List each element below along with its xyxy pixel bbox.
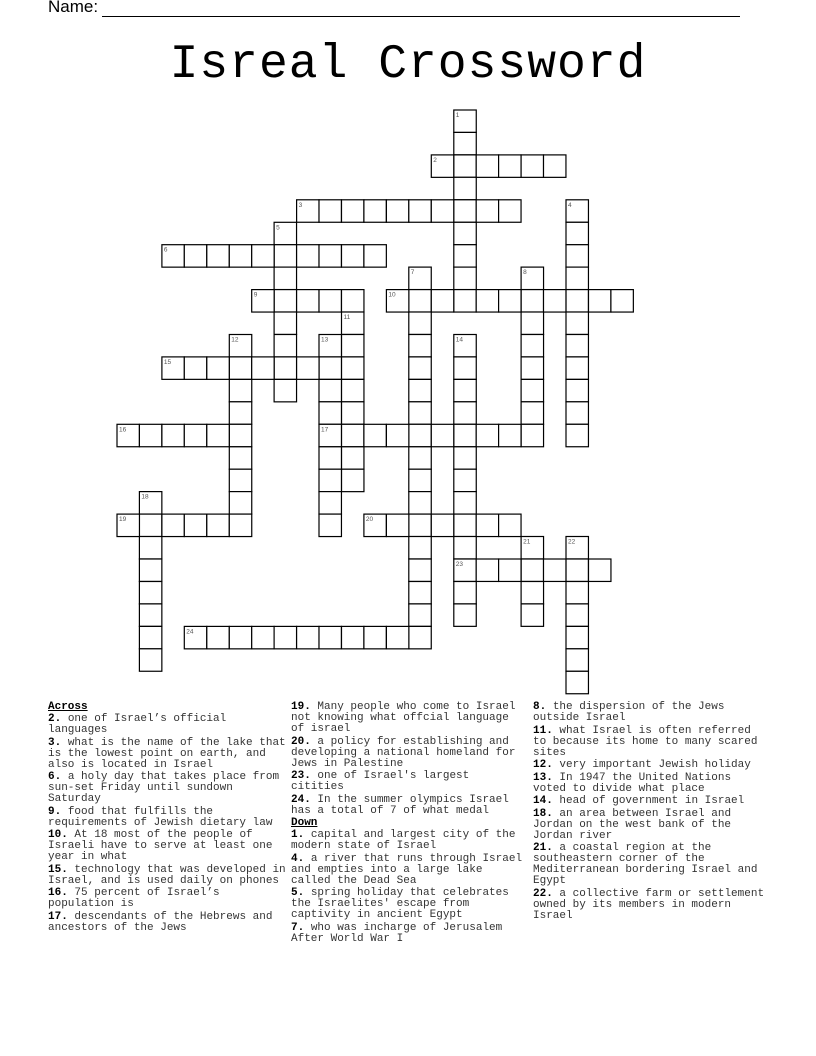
grid-cell[interactable] — [521, 604, 543, 626]
grid-cell[interactable] — [454, 267, 476, 289]
grid-cell[interactable] — [319, 402, 341, 424]
grid-cell[interactable] — [342, 626, 364, 648]
grid-cell[interactable] — [566, 357, 588, 379]
grid-cell[interactable] — [409, 335, 431, 357]
cell-number: 12 — [231, 336, 239, 344]
grid-cell[interactable] — [454, 447, 476, 469]
grid-cell[interactable] — [589, 559, 611, 581]
clue-down-14: 14. head of government in Israel — [533, 795, 745, 807]
grid-cell[interactable] — [319, 626, 341, 648]
grid-cell[interactable] — [566, 671, 588, 693]
clue-across-9: 9. food that fulfills the requirements of Jewish dietary law — [48, 805, 273, 829]
grid-cell[interactable] — [386, 424, 408, 446]
grid-cell[interactable] — [342, 200, 364, 222]
grid-cell[interactable] — [566, 559, 588, 581]
grid-cell[interactable] — [454, 492, 476, 514]
grid-cell[interactable] — [544, 290, 566, 312]
grid-cell[interactable] — [229, 424, 251, 446]
grid-cell[interactable] — [499, 514, 521, 536]
grid-cell[interactable] — [454, 537, 476, 559]
grid-cell[interactable] — [364, 626, 386, 648]
grid-cell[interactable] — [454, 604, 476, 626]
grid-cell[interactable] — [297, 290, 319, 312]
grid-cell[interactable] — [431, 424, 453, 446]
grid-cell[interactable] — [566, 267, 588, 289]
grid-cell[interactable] — [409, 290, 431, 312]
grid-cell[interactable] — [139, 604, 161, 626]
grid-cell[interactable] — [499, 290, 521, 312]
cell-number: 2 — [433, 156, 437, 164]
grid-cell[interactable] — [229, 469, 251, 491]
grid-cell[interactable] — [386, 626, 408, 648]
cell-number: 14 — [455, 336, 464, 344]
grid-cell[interactable] — [409, 424, 431, 446]
grid-cell[interactable] — [319, 245, 341, 267]
grid-cell[interactable] — [386, 200, 408, 222]
clue-down-1: 1. capital and largest city of the modern state of Israel — [291, 829, 516, 852]
grid-cell[interactable] — [521, 312, 543, 334]
grid-cell[interactable] — [342, 290, 364, 312]
grid-cell[interactable] — [139, 559, 161, 581]
grid-cell[interactable] — [139, 514, 161, 536]
clues-column-2 — [291, 702, 527, 946]
grid-cell[interactable] — [274, 245, 296, 267]
grid-cell[interactable] — [431, 290, 453, 312]
grid-cell[interactable] — [207, 245, 229, 267]
grid-cell[interactable] — [342, 245, 364, 267]
grid-cell[interactable] — [274, 312, 296, 334]
grid-cell[interactable] — [274, 290, 296, 312]
grid-cell[interactable] — [162, 514, 184, 536]
grid-cell[interactable] — [521, 559, 543, 581]
grid-cell[interactable] — [476, 424, 498, 446]
grid-cell[interactable] — [319, 379, 341, 401]
grid-cell[interactable] — [207, 357, 229, 379]
grid-cell[interactable] — [566, 582, 588, 604]
down-heading: Down — [291, 817, 318, 829]
clues-column-3 — [533, 702, 769, 923]
clue-down-4: 4. a river that runs through Israel and empties into a large lake called the Dead Sea — [291, 852, 523, 887]
cell-number: 7 — [410, 269, 415, 277]
grid-cell[interactable] — [184, 357, 206, 379]
grid-cell[interactable] — [544, 155, 566, 177]
grid-cell[interactable] — [386, 514, 408, 536]
grid-cell[interactable] — [454, 582, 476, 604]
clue-across-19: 19. Many people who come to Israel not knowing what offcial language of israel — [291, 701, 516, 735]
clues-column-1 — [48, 702, 286, 935]
grid-cell[interactable] — [566, 379, 588, 401]
grid-cell[interactable] — [476, 155, 498, 177]
grid-cell[interactable] — [252, 357, 274, 379]
cell-number: 17 — [321, 426, 329, 434]
grid-cell[interactable] — [342, 469, 364, 491]
cell-number: 22 — [568, 538, 576, 546]
grid-cell[interactable] — [297, 245, 319, 267]
grid-cell[interactable] — [499, 200, 521, 222]
grid-cell[interactable] — [544, 559, 566, 581]
grid-cell[interactable] — [409, 447, 431, 469]
clue-across-15: 15. technology that was developed in Israel, and is used daily on phones — [48, 863, 286, 887]
cell-number: 8 — [523, 269, 527, 277]
grid-cell[interactable] — [409, 626, 431, 648]
clue-across-16: 16. 75 percent of Israel’s population is — [48, 887, 220, 910]
grid-cell[interactable] — [207, 514, 229, 536]
grid-cell[interactable] — [274, 357, 296, 379]
grid-cell[interactable] — [476, 559, 498, 581]
grid-cell[interactable] — [521, 357, 543, 379]
grid-cell[interactable] — [409, 312, 431, 334]
cell-number: 20 — [365, 516, 374, 524]
clue-across-17: 17. descendants of the Hebrews and ancestors of the Jews — [48, 910, 273, 934]
grid-cell[interactable] — [319, 447, 341, 469]
grid-cell[interactable] — [521, 424, 543, 446]
cell-number: 15 — [163, 358, 172, 366]
cell-number: 24 — [186, 628, 194, 636]
clue-across-23: 23. one of Israel's largest citities — [291, 770, 470, 793]
grid-cell[interactable] — [476, 514, 498, 536]
clue-down-7: 7. who was incharge of Jerusalem After World War I — [291, 921, 503, 945]
cell-number: 3 — [298, 201, 303, 209]
clue-across-20: 20. a policy for establishing and developing a national homeland for Jews in Palestine — [291, 735, 516, 770]
grid-cell[interactable] — [409, 357, 431, 379]
grid-cell[interactable] — [589, 290, 611, 312]
grid-cell[interactable] — [409, 514, 431, 536]
grid-cell[interactable] — [229, 379, 251, 401]
grid-cell[interactable] — [319, 492, 341, 514]
grid-cell[interactable] — [566, 604, 588, 626]
grid-cell[interactable] — [139, 626, 161, 648]
grid-cell[interactable] — [139, 424, 161, 446]
clue-down-22: 22. a collective farm or settlement owned by its members in modern Israel — [533, 887, 765, 922]
grid-cell[interactable] — [229, 402, 251, 424]
grid-cell[interactable] — [274, 626, 296, 648]
clue-across-10: 10. At 18 most of the people of Israeli have to serve at least one year in what — [48, 829, 273, 863]
grid-cell[interactable] — [521, 582, 543, 604]
grid-cell[interactable] — [566, 290, 588, 312]
cell-number: 1 — [455, 112, 460, 119]
grid-cell[interactable] — [342, 424, 364, 446]
cell-number: 9 — [253, 291, 258, 299]
grid-cell[interactable] — [139, 649, 161, 671]
grid-cell[interactable] — [409, 537, 431, 559]
grid-cell[interactable] — [342, 402, 364, 424]
cell-number: 13 — [321, 336, 329, 344]
cell-number: 11 — [343, 314, 351, 321]
grid-cell[interactable] — [342, 335, 364, 357]
clue-down-8: 8. the dispersion of the Jews outside Israel — [533, 701, 725, 724]
grid-cell[interactable] — [521, 155, 543, 177]
grid-cell[interactable] — [139, 537, 161, 559]
grid-cell[interactable] — [229, 447, 251, 469]
grid-cell[interactable] — [409, 559, 431, 581]
grid-cell[interactable] — [319, 357, 341, 379]
cell-number: 18 — [141, 493, 149, 501]
cell-number: 23 — [455, 561, 464, 568]
grid-cell[interactable] — [454, 200, 476, 222]
clue-down-21: 21. a coastal region at the southeastern corner of the Mediterranean bordering Israel and Egypt — [533, 842, 758, 887]
cell-number: 21 — [523, 538, 531, 546]
clue-across-6: 6. a holy day that takes place from sun-set Friday until sundown Saturday — [48, 771, 280, 805]
cell-number: 19 — [119, 516, 127, 524]
grid-cell[interactable] — [162, 424, 184, 446]
grid-cell[interactable] — [431, 514, 453, 536]
grid-cell[interactable] — [566, 245, 588, 267]
grid-cell[interactable] — [274, 335, 296, 357]
grid-cell[interactable] — [454, 379, 476, 401]
grid-cell[interactable] — [454, 290, 476, 312]
grid-cell[interactable] — [454, 357, 476, 379]
grid-cell[interactable] — [319, 469, 341, 491]
grid-cell[interactable] — [521, 402, 543, 424]
grid-cell[interactable] — [409, 604, 431, 626]
grid-cell[interactable] — [342, 447, 364, 469]
grid-cell[interactable] — [297, 357, 319, 379]
grid-cell[interactable] — [454, 155, 476, 177]
cell-number: 16 — [119, 426, 127, 434]
cell-number: 5 — [276, 224, 280, 232]
clue-down-12: 12. very important Jewish holiday — [533, 759, 751, 771]
cell-number: 6 — [163, 246, 168, 254]
grid-cell[interactable] — [409, 379, 431, 401]
grid-cell[interactable] — [454, 469, 476, 491]
grid-cell[interactable] — [319, 514, 341, 536]
grid-cell[interactable] — [521, 379, 543, 401]
name-label: Name: — [48, 0, 99, 16]
grid-cell[interactable] — [364, 200, 386, 222]
grid-cell[interactable] — [521, 335, 543, 357]
grid-cell[interactable] — [566, 222, 588, 244]
page-title: Isreal Crossword — [169, 38, 647, 92]
grid-cell[interactable] — [611, 290, 633, 312]
grid-cell[interactable] — [252, 626, 274, 648]
grid-cell[interactable] — [454, 222, 476, 244]
grid-cell[interactable] — [229, 245, 251, 267]
clue-down-13: 13. In 1947 the United Nations voted to divide what place — [533, 771, 732, 795]
grid-cell[interactable] — [229, 626, 251, 648]
grid-cell[interactable] — [229, 492, 251, 514]
grid-cell[interactable] — [364, 424, 386, 446]
grid-cell[interactable] — [364, 245, 386, 267]
grid-cell[interactable] — [521, 290, 543, 312]
cell-number: 10 — [388, 291, 396, 299]
grid-cell[interactable] — [409, 200, 431, 222]
grid-cell[interactable] — [409, 469, 431, 491]
grid-cell[interactable] — [297, 626, 319, 648]
grid-cell[interactable] — [566, 626, 588, 648]
grid-cell[interactable] — [139, 582, 161, 604]
clue-down-11: 11. what Israel is often referred to because its home to many scared sites — [533, 724, 758, 759]
grid-cell[interactable] — [229, 514, 251, 536]
grid-cell[interactable] — [229, 357, 251, 379]
grid-cell[interactable] — [499, 559, 521, 581]
cell-number: 4 — [568, 201, 572, 209]
grid-cell[interactable] — [342, 379, 364, 401]
grid-cell[interactable] — [184, 245, 206, 267]
grid-cell[interactable] — [566, 335, 588, 357]
grid-cell[interactable] — [409, 402, 431, 424]
grid-cell[interactable] — [207, 626, 229, 648]
grid-cell[interactable] — [274, 379, 296, 401]
grid-cell[interactable] — [184, 514, 206, 536]
clue-across-2: 2. one of Israel’s official languages — [48, 713, 227, 736]
grid-cell[interactable] — [566, 649, 588, 671]
grid-cell[interactable] — [454, 424, 476, 446]
grid-cell[interactable] — [252, 245, 274, 267]
grid-cell[interactable] — [274, 267, 296, 289]
grid-cell[interactable] — [319, 290, 341, 312]
grid-cell[interactable] — [454, 402, 476, 424]
clue-down-18: 18. an area between Israel and Jordan on the west bank of the Jordan river — [533, 807, 732, 842]
grid-cell[interactable] — [184, 424, 206, 446]
grid-cell[interactable] — [319, 200, 341, 222]
clue-across-24: 24. In the summer olympics Israel has a total of 7 of what medal — [291, 793, 509, 817]
across-heading: Across — [48, 701, 88, 713]
clue-across-3: 3. what is the name of the lake that is the lowest point on earth, and also is located in Israel — [48, 736, 286, 771]
grid-cell[interactable] — [499, 155, 521, 177]
grid-cell[interactable] — [342, 357, 364, 379]
grid-cell[interactable] — [454, 132, 476, 154]
grid-cell[interactable] — [454, 177, 476, 199]
clue-down-5: 5. spring holiday that celebrates the Israelites' escape from captivity in ancient Egypt — [291, 887, 509, 921]
grid-cell[interactable] — [476, 200, 498, 222]
grid-cell[interactable] — [499, 424, 521, 446]
grid-cell[interactable] — [566, 424, 588, 446]
grid-cell[interactable] — [409, 492, 431, 514]
grid-cell[interactable] — [454, 245, 476, 267]
grid-cell[interactable] — [476, 290, 498, 312]
grid-cell[interactable] — [454, 514, 476, 536]
grid-cell[interactable] — [409, 582, 431, 604]
grid-cell[interactable] — [566, 402, 588, 424]
grid-cell[interactable] — [207, 424, 229, 446]
grid-cell[interactable] — [566, 312, 588, 334]
grid-cell[interactable] — [431, 200, 453, 222]
